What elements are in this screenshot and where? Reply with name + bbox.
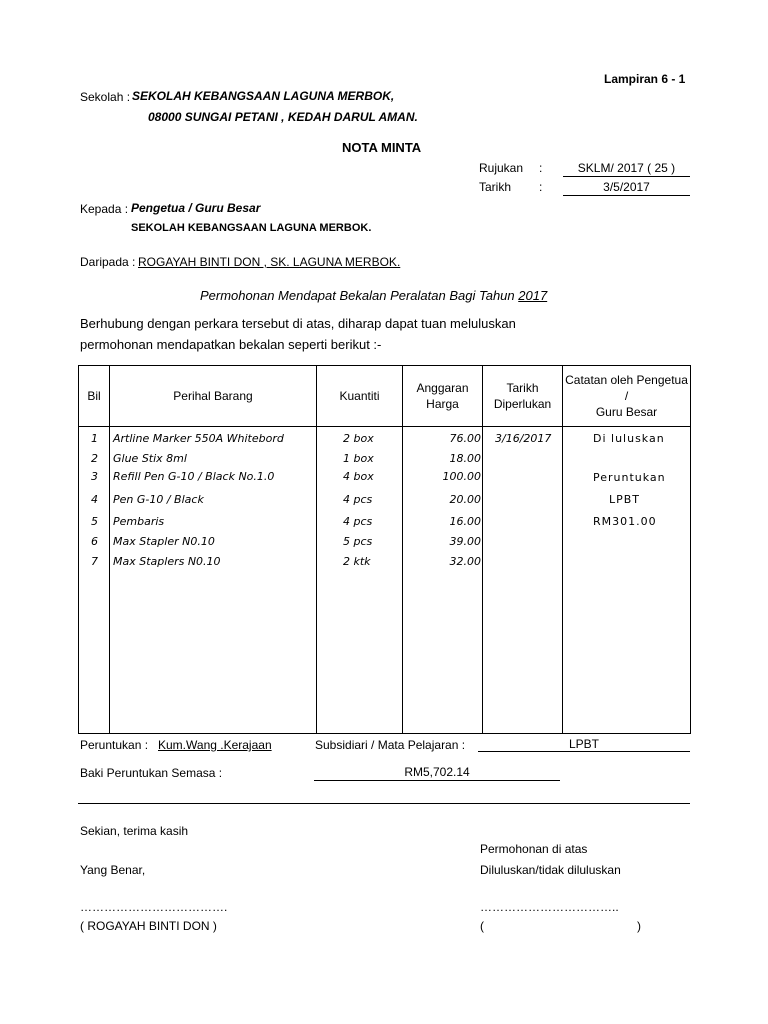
school-name: SEKOLAH KEBANGSAAN LAGUNA MERBOK, <box>132 89 395 103</box>
baki-label: Baki Peruntukan Semasa : <box>80 766 223 780</box>
row-2-qty: 1 box <box>343 452 374 465</box>
row-1-qty: 2 box <box>343 432 374 445</box>
row-5-qty: 4 pcs <box>343 515 373 528</box>
row-2-item: Glue Stix 8ml <box>113 452 187 465</box>
kepada-school: SEKOLAH KEBANGSAAN LAGUNA MERBOK. <box>131 222 372 234</box>
row-7-qty: 2 ktk <box>343 555 371 568</box>
kepada-name: Pengetua / Guru Besar <box>131 201 261 215</box>
lampiran-label: Lampiran 6 - 1 <box>604 72 686 86</box>
catatan-line-1: Di luluskan <box>593 432 665 445</box>
subsidiari-underline <box>478 751 690 752</box>
subject-year: 2017 <box>518 288 548 303</box>
tarikh-colon: : <box>539 180 543 194</box>
header-catatan-line1: Catatan oleh Pengetua / <box>565 373 688 403</box>
price-column <box>403 427 483 734</box>
rujukan-underline <box>563 176 690 177</box>
peruntukan-value: Kum.Wang .Kerajaan <box>158 738 272 752</box>
row-4-price: 20.00 <box>449 493 481 506</box>
header-anggaran-line1: Anggaran <box>416 381 469 395</box>
sekolah-label: Sekolah : <box>80 90 131 104</box>
row-6-price: 39.00 <box>449 535 481 548</box>
row-4-bil: 4 <box>91 493 98 506</box>
row-2-price: 18.00 <box>449 452 481 465</box>
header-anggaran <box>403 366 483 427</box>
table-body-row <box>79 427 691 734</box>
row-5-price: 16.00 <box>449 515 481 528</box>
date-column <box>483 427 563 734</box>
table-header-row <box>79 366 691 427</box>
row-4-qty: 4 pcs <box>343 493 373 506</box>
closing-sekian: Sekian, terima kasih <box>80 824 189 838</box>
approver-paren-open: ( <box>480 919 484 933</box>
rujukan-value: SKLM/ 2017 ( 25 ) <box>577 161 676 175</box>
subsidiari-value: LPBT <box>568 737 599 751</box>
subject-line <box>200 288 547 303</box>
row-2-bil: 2 <box>91 452 98 465</box>
header-tarikh <box>483 366 563 427</box>
row-1-item: Artline Marker 550A Whitebord <box>113 432 284 445</box>
row-3-item: Refill Pen G-10 / Black No.1.0 <box>113 470 275 483</box>
row-3-price: 100.00 <box>442 470 481 483</box>
header-tarikh-line2: Diperlukan <box>493 397 552 411</box>
row-6-bil: 6 <box>91 535 98 548</box>
row-3-bil: 3 <box>91 470 98 483</box>
row-5-bil: 5 <box>91 515 98 528</box>
row-3-qty: 4 box <box>343 470 374 483</box>
header-catatan-line2: Guru Besar <box>595 405 658 419</box>
catatan-line-2: Peruntukan <box>593 471 666 484</box>
header-bil: Bil <box>79 366 110 427</box>
kepada-label: Kepada : <box>80 202 129 216</box>
intro-line-1: Berhubung dengan perkara tersebut di atas, diharap dapat tuan meluluskan <box>80 316 516 331</box>
row-1-price: 76.00 <box>449 432 481 445</box>
qty-column <box>317 427 403 734</box>
header-catatan <box>563 366 691 427</box>
school-address: 08000 SUNGAI PETANI , KEDAH DARUL AMAN. <box>148 110 418 124</box>
closing-diluluskan: Diluluskan/tidak diluluskan <box>480 863 621 877</box>
header-anggaran-line2: Harga <box>426 397 459 411</box>
intro-line-2: permohonan mendapatkan bekalan seperti berikut :- <box>80 337 382 352</box>
row-5-item: Pembaris <box>113 515 165 528</box>
daripada-value: ROGAYAH BINTI DON , SK. LAGUNA MERBOK. <box>138 255 401 269</box>
header-perihal: Perihal Barang <box>110 366 317 427</box>
signatory-name: ( ROGAYAH BINTI DON ) <box>80 919 217 933</box>
rujukan-colon: : <box>539 161 543 175</box>
catatan-line-3: LPBT <box>609 493 641 506</box>
row-7-item: Max Staplers N0.10 <box>113 555 221 568</box>
row-7-price: 32.00 <box>449 555 481 568</box>
baki-value: RM5,702.14 <box>404 765 470 779</box>
items-table <box>78 365 691 734</box>
approver-paren-close: ) <box>637 919 641 933</box>
row-4-item: Pen G-10 / Black <box>113 493 204 506</box>
baki-underline <box>314 780 560 781</box>
row-6-item: Max Stapler N0.10 <box>113 535 215 548</box>
row-1-bil: 1 <box>91 432 98 445</box>
row-7-bil: 7 <box>91 555 98 568</box>
row-1-date: 3/16/2017 <box>495 432 552 445</box>
catatan-column <box>563 427 691 734</box>
signature-dots-left: ………………………………. <box>80 900 228 914</box>
tarikh-label: Tarikh <box>479 180 512 194</box>
tarikh-value: 3/5/2017 <box>603 180 650 194</box>
rujukan-label: Rujukan <box>479 161 524 175</box>
closing-permohonan: Permohonan di atas <box>480 842 588 856</box>
bil-column <box>79 427 110 734</box>
header-kuantiti: Kuantiti <box>317 366 403 427</box>
header-tarikh-line1: Tarikh <box>506 381 539 395</box>
tarikh-underline <box>563 195 690 196</box>
peruntukan-label: Peruntukan : <box>80 738 149 752</box>
item-column <box>110 427 317 734</box>
row-6-qty: 5 pcs <box>343 535 373 548</box>
closing-yang-benar: Yang Benar, <box>80 863 146 877</box>
section-divider <box>78 803 690 804</box>
catatan-line-4: RM301.00 <box>593 515 657 528</box>
subject-text: Permohonan Mendapat Bekalan Peralatan Bagi Tahun <box>200 288 519 303</box>
daripada-label: Daripada : <box>80 255 136 269</box>
signature-dots-right: …………………………….. <box>480 900 619 914</box>
subsidiari-label: Subsidiari / Mata Pelajaran : <box>315 738 466 752</box>
page-title: NOTA MINTA <box>342 140 422 155</box>
